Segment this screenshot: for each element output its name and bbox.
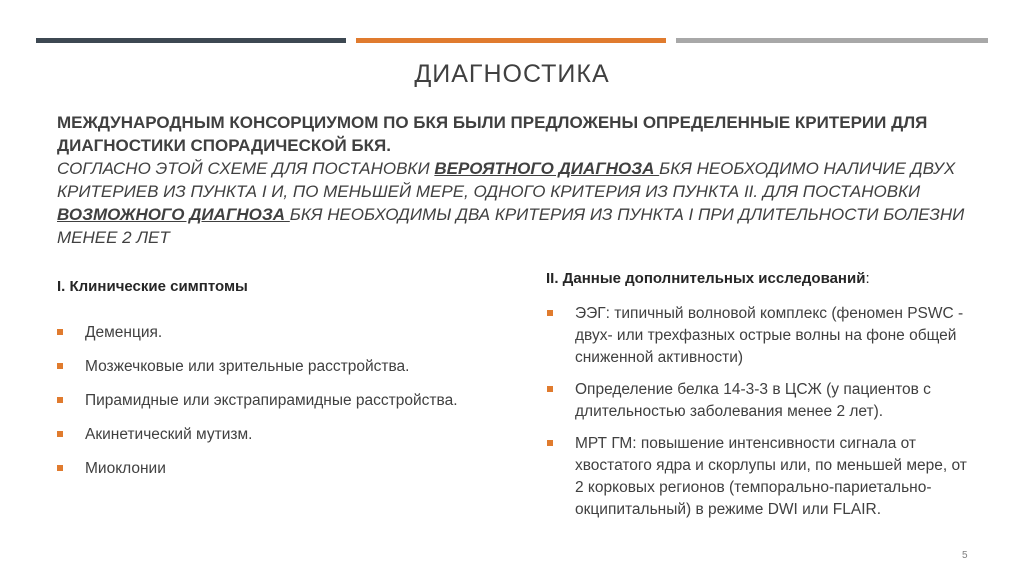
top-bar-orange: [356, 38, 666, 43]
top-bar-gray: [676, 38, 988, 43]
list-item: ЭЭГ: типичный волновой комплекс (феномен PSWC - двух- или трехфазных острые волны на фоне общей сниженной активности): [547, 303, 977, 369]
page-number: 5: [962, 550, 968, 561]
bullet-icon: [57, 431, 63, 437]
intro-text: [57, 111, 977, 249]
probable-diagnosis: ВЕРОЯТНОГО ДИАГНОЗА: [434, 159, 660, 178]
list-item: Деменция.: [57, 322, 477, 344]
bullet-icon: [57, 329, 63, 335]
bullet-icon: [57, 465, 63, 471]
list-item: Пирамидные или экстрапирамидные расстройства.: [57, 390, 477, 412]
intro-p2-pre: СОГЛАСНО ЭТОЙ СХЕМЕ ДЛЯ ПОСТАНОВКИ: [57, 159, 435, 178]
intro-p2-post: БКЯ НЕОБХОДИМЫ ДВА КРИТЕРИЯ ИЗ ПУНКТА I ПРИ ДЛИТЕЛЬНОСТИ БОЛЕЗНИ МЕНЕЕ 2 ЛЕТ: [57, 205, 965, 247]
clinical-symptoms-list: [57, 322, 477, 492]
additional-studies-heading: II. Данные дополнительных исследований:: [546, 270, 870, 287]
intro-line1: МЕЖДУНАРОДНЫМ КОНСОРЦИУМОМ ПО БКЯ БЫЛИ ПРЕДЛОЖЕНЫ ОПРЕДЕЛЕННЫЕ КРИТЕРИИ ДЛЯ ДИАГНОСТИКИ СПОРАДИЧЕСКОЙ БКЯ.: [57, 113, 928, 155]
slide-title: ДИАГНОСТИКА: [414, 60, 610, 88]
intro-p2-mid: БКЯ НЕОБХОДИМО НАЛИЧИЕ ДВУХ КРИТЕРИЕВ ИЗ ПУНКТА I И, ПО МЕНЬШЕЙ МЕРЕ, ОДНОГО КРИТЕРИЯ ИЗ ПУНКТА II. ДЛЯ ПОСТАНОВКИ: [57, 159, 956, 201]
possible-diagnosis: ВОЗМОЖНОГО ДИАГНОЗА: [57, 205, 290, 224]
list-item: Акинетический мутизм.: [57, 424, 477, 446]
bullet-icon: [547, 310, 553, 316]
list-item: Мозжечковые или зрительные расстройства.: [57, 356, 477, 378]
bullet-icon: [547, 440, 553, 446]
top-bar-dark: [36, 38, 346, 43]
list-item: Определение белка 14-3-3 в ЦСЖ (у пациентов с длительностью заболевания менее 2 лет).: [547, 379, 977, 423]
bullet-icon: [57, 397, 63, 403]
list-item: МРТ ГМ: повышение интенсивности сигнала от хвостатого ядра и скорлупы или, по меньшей мере, от 2 корковых регионов (темпорально-париетально-окципитальный) в режиме DWI или FLAIR.: [547, 433, 977, 521]
list-item: Миоклонии: [57, 458, 477, 480]
additional-studies-list: [547, 303, 977, 531]
intro-paragraph: [57, 157, 977, 249]
clinical-symptoms-heading: I. Клинические симптомы: [57, 278, 248, 295]
bullet-icon: [547, 386, 553, 392]
bullet-icon: [57, 363, 63, 369]
